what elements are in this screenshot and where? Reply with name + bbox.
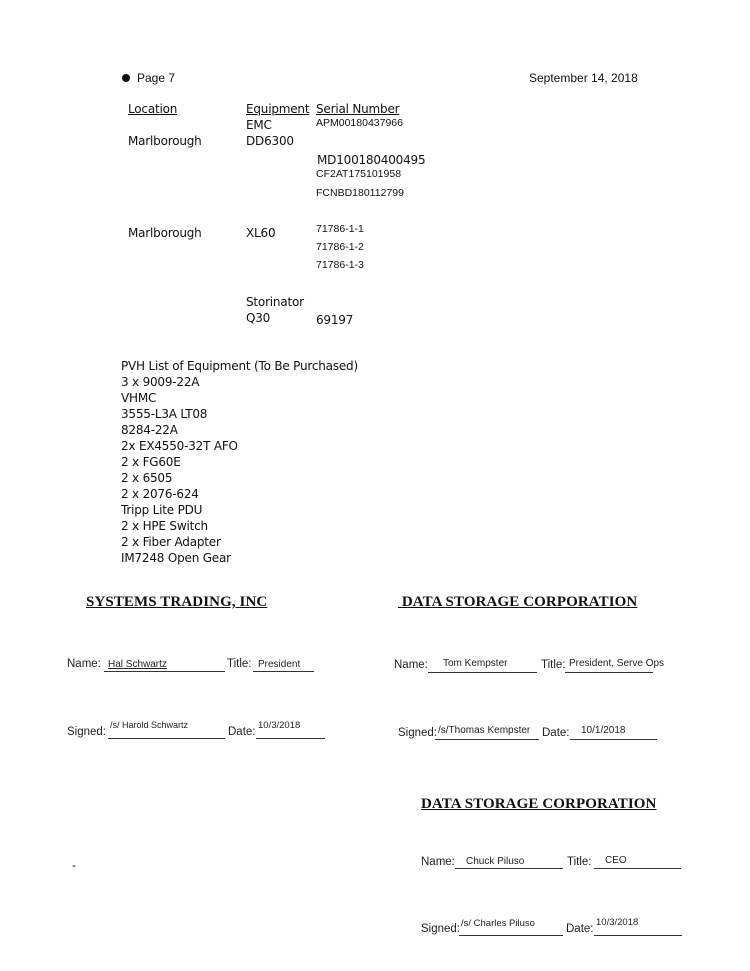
pvh-list-item: 2 x 2076-624	[121, 487, 199, 501]
pvh-list	[121, 358, 358, 566]
company-heading-systems-trading: SYSTEMS TRADING, INC	[86, 594, 268, 610]
equipment-dd6300: DD6300	[246, 134, 294, 148]
column-header-serial-number: Serial Number	[316, 102, 400, 116]
signed-field-line	[108, 738, 225, 739]
date-label: Date:	[228, 726, 256, 738]
equipment-xl60: XL60	[246, 226, 276, 240]
equipment-q30: Q30	[246, 311, 271, 325]
signed-label: Signed:	[398, 727, 438, 739]
title-label: Title:	[567, 856, 592, 868]
serial-number: APM00180437966	[316, 117, 403, 129]
signed-value: /s/Thomas Kempster	[438, 725, 531, 736]
company-name: DATA STORAGE CORPORATION	[401, 594, 638, 610]
column-header-equipment: Equipment	[246, 102, 310, 116]
date-field-line	[594, 935, 682, 936]
title-label: Title:	[541, 659, 566, 671]
signed-field-line	[459, 935, 563, 936]
date-value: 10/3/2018	[258, 720, 301, 731]
serial-number: 71786-1-3	[316, 259, 364, 271]
serial-number: MD100180400495	[317, 153, 426, 167]
serial-number: CF2AT175101958	[316, 168, 402, 180]
name-value: Tom Kempster	[443, 658, 508, 669]
signed-field-line	[435, 739, 539, 740]
pvh-list-item: 3 x 9009-22A	[121, 375, 200, 389]
serial-number: FCNBD180112799	[316, 187, 404, 199]
page-number: Page 7	[137, 71, 176, 85]
pvh-list-item: 8284-22A	[121, 423, 178, 437]
date-label: Date:	[566, 923, 594, 935]
pvh-list-item: 2 x Fiber Adapter	[121, 535, 221, 549]
pvh-list-title: PVH List of Equipment (To Be Purchased)	[121, 359, 358, 373]
document-date: September 14, 2018	[529, 71, 638, 85]
location-marlborough: Marlborough	[128, 226, 202, 240]
name-field-line	[104, 671, 225, 672]
signed-label: Signed:	[421, 923, 461, 935]
name-field-line	[428, 672, 537, 673]
pvh-list-item: VHMC	[121, 391, 157, 405]
title-field-line	[565, 672, 653, 673]
date-value: 10/1/2018	[581, 725, 626, 736]
pvh-list-item: 3555-L3A LT08	[121, 407, 208, 421]
name-label: Name:	[67, 658, 101, 670]
column-header-location: Location	[128, 102, 178, 116]
pvh-list-item: 2 x FG60E	[121, 455, 181, 469]
name-value: Chuck Piluso	[466, 856, 525, 867]
stray-dash-mark: -	[72, 858, 76, 872]
page-label	[122, 71, 175, 85]
date-label: Date:	[542, 727, 570, 739]
title-value: President, Serve Ops	[569, 658, 665, 669]
serial-number: 71786-1-2	[316, 241, 364, 253]
company-heading-data-storage	[398, 594, 637, 611]
date-value: 10/3/2018	[596, 917, 639, 928]
name-label: Name:	[421, 856, 455, 868]
pvh-list-item: 2 x 6505	[121, 471, 173, 485]
pvh-list-item: Tripp Lite PDU	[121, 503, 203, 517]
date-field-line	[256, 738, 325, 739]
signed-label: Signed:	[67, 726, 107, 738]
bullet-icon	[122, 74, 130, 82]
signed-value: /s/ Charles Piluso	[461, 918, 535, 929]
company-heading-data-storage: DATA STORAGE CORPORATION	[421, 796, 657, 812]
pvh-list-item: 2x EX4550-32T AFO	[121, 439, 238, 453]
title-field-line	[253, 671, 314, 672]
name-value: Hal Schwartz	[108, 659, 167, 670]
pvh-list-item: IM7248 Open Gear	[121, 551, 231, 565]
title-label: Title:	[227, 658, 252, 670]
serial-number: 71786-1-1	[316, 223, 364, 235]
title-field-line	[594, 868, 681, 869]
title-value: CEO	[605, 855, 627, 866]
pvh-list-item: 2 x HPE Switch	[121, 519, 208, 533]
location-marlborough: Marlborough	[128, 134, 202, 148]
title-value: President	[258, 659, 301, 670]
equipment-storinator: Storinator	[246, 295, 304, 309]
name-label: Name:	[394, 659, 428, 671]
date-field-line	[570, 739, 657, 740]
equipment-emc: EMC	[246, 118, 272, 132]
signed-value: /s/ Harold Schwartz	[110, 720, 189, 730]
name-field-line	[455, 868, 563, 869]
serial-number: 69197	[316, 313, 354, 327]
